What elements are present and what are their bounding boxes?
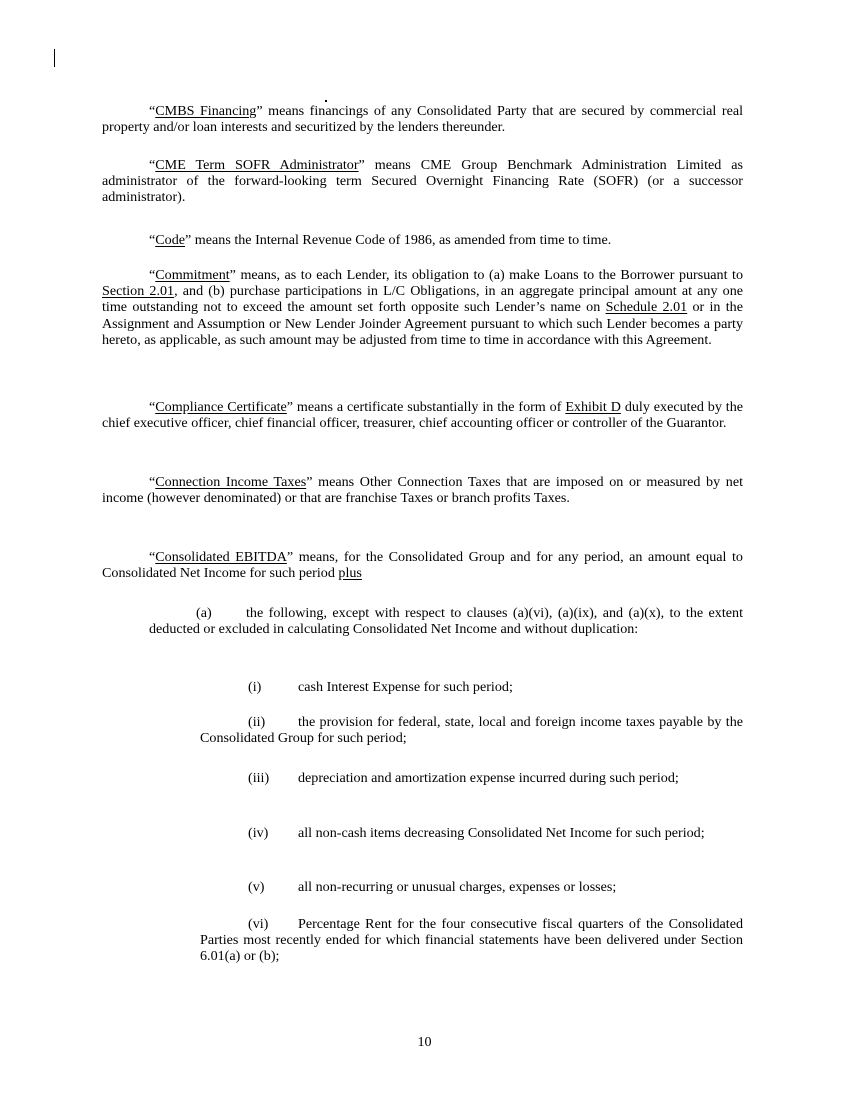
clause-label: (a) [196, 605, 212, 621]
definition-connection-income-taxes: “Connection Income Taxes” means Other Connection Taxes that are imposed on or measured by net income (however denominated) or that are franchise Taxes or branch profits Taxes. [102, 474, 743, 507]
item-label: (ii) [248, 714, 266, 730]
defined-term: Commitment [155, 267, 230, 283]
defined-term: Compliance Certificate [155, 399, 287, 415]
item-label: (iv) [248, 825, 269, 841]
sub-item-i: (i) cash Interest Expense for such period; [248, 679, 513, 695]
sub-item-iii: (iii) depreciation and amortization expense incurred during such period; [248, 770, 679, 786]
defined-term: CME Term SOFR Administrator [155, 157, 359, 173]
sub-item-v: (v) all non-recurring or unusual charges, expenses or losses; [248, 879, 617, 895]
clause-a: (a) the following, except with respect to clauses (a)(vi), (a)(ix), and (a)(x), to the extent deducted or excluded in calculating Consolidated Net Income and without duplication: [149, 605, 743, 638]
exhibit-reference: Exhibit D [565, 399, 621, 415]
definition-consolidated-ebitda: “Consolidated EBITDA” means, for the Consolidated Group and for any period, an amount equal to Consolidated Net Income for such period plus [102, 549, 743, 582]
definition-cmbs-financing: “CMBS Financing” means financings of any Consolidated Party that are secured by commercial real property and/or loan interests and securitized by the lenders thereunder. [102, 103, 744, 136]
plus-term: plus [338, 565, 362, 582]
item-label: (iii) [248, 770, 270, 786]
text-cursor [54, 49, 55, 67]
scan-mark [325, 100, 327, 102]
definition-cme-term-sofr-administrator: “CME Term SOFR Administrator” means CME Group Benchmark Administration Limited as administrator of the forward-looking term Secured Overnight Financing Rate (SOFR) (or a successor administrator). [102, 157, 743, 206]
defined-term: CMBS Financing [155, 103, 257, 119]
item-label: (v) [248, 879, 265, 895]
item-label: (i) [248, 679, 262, 695]
definition-compliance-certificate: “Compliance Certificate” means a certificate substantially in the form of Exhibit D duly executed by the chief executive officer, chief financial officer, treasurer, chief accounting officer or controller of the Guarantor. [102, 399, 743, 432]
page-number: 10 [417, 1034, 432, 1050]
defined-term: Consolidated EBITDA [155, 549, 287, 565]
defined-term: Connection Income Taxes [155, 474, 307, 490]
definition-commitment: “Commitment” means, as to each Lender, its obligation to (a) make Loans to the Borrower pursuant to Section 2.01, and (b) purchase participations in L/C Obligations, in an aggregate principal amount at any one time outstanding not to exceed the amount set forth opposite such Lender’s name on Schedule 2.01 or in the Assignment and Assumption or New Lender Joinder Agreement pursuant to which such Lender becomes a party hereto, as applicable, as such amount may be adjusted from time to time in accordance with this Agreement. [102, 267, 744, 348]
sub-item-vi: (vi) Percentage Rent for the four consecutive fiscal quarters of the Consolidated Parties most recently ended for which financial statements have been delivered under Section 6.01(a) or (b); [200, 916, 743, 965]
sub-item-iv: (iv) all non-cash items decreasing Consolidated Net Income for such period; [248, 825, 705, 841]
section-reference: Section 2.01 [102, 283, 175, 300]
item-label: (vi) [248, 916, 269, 932]
schedule-reference: Schedule 2.01 [605, 299, 688, 316]
sub-item-ii: (ii) the provision for federal, state, local and foreign income taxes payable by the Consolidated Group for such period; [200, 714, 743, 747]
defined-term: Code [155, 232, 186, 248]
definition-code: “Code” means the Internal Revenue Code of 1986, as amended from time to time. [149, 232, 612, 248]
